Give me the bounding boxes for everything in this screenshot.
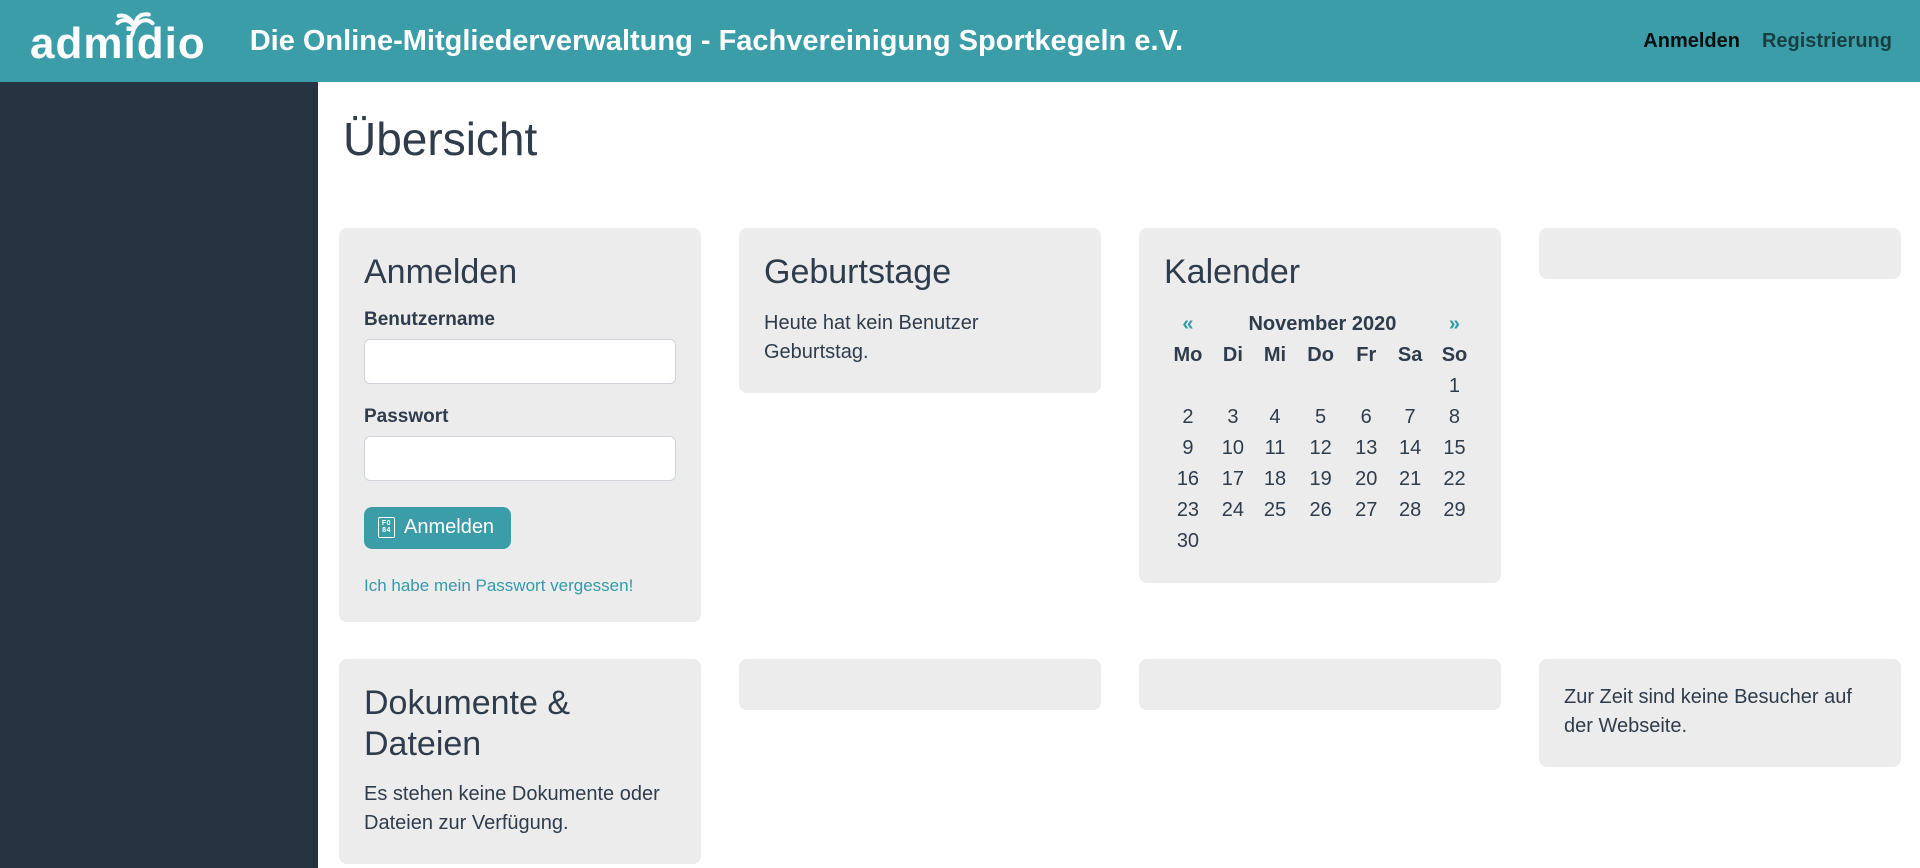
empty-placeholder-card <box>1139 659 1501 710</box>
calendar-empty-cell <box>1433 526 1476 557</box>
calendar-empty-cell <box>1164 371 1212 402</box>
empty-placeholder-card <box>1539 228 1901 279</box>
calendar-table <box>1164 309 1476 557</box>
calendar-empty-cell <box>1254 371 1296 402</box>
palm-tree-icon <box>114 6 156 50</box>
calendar-day: 11 <box>1264 436 1286 459</box>
calendar-weekday: Sa <box>1397 343 1423 366</box>
calendar-day: 3 <box>1227 405 1239 428</box>
calendar-empty-cell <box>1345 526 1387 557</box>
calendar-weekday: Di <box>1222 343 1243 366</box>
forgot-password-link[interactable]: Ich habe mein Passwort vergessen! <box>364 575 634 595</box>
calendar-weekday: Do <box>1307 343 1334 366</box>
visitors-card <box>1539 659 1901 767</box>
missing-glyph-sign-in-icon: F0 84 <box>378 517 395 538</box>
calendar-weekday: Mi <box>1263 343 1287 366</box>
calendar-empty-cell <box>1296 371 1345 402</box>
calendar-day: 7 <box>1404 405 1416 428</box>
calendar-empty-cell <box>1387 526 1433 557</box>
calendar-day: 1 <box>1448 374 1461 397</box>
login-submit-label: Anmelden <box>404 515 495 538</box>
calendar-day: 20 <box>1355 467 1378 490</box>
login-card <box>339 228 701 622</box>
admidio-logo[interactable] <box>30 19 206 68</box>
calendar-day: 2 <box>1182 405 1194 428</box>
page-header-title: Die Online-Mitgliederverwaltung - Fachvereinigung Sportkegeln e.V. <box>249 24 1184 57</box>
calendar-weekday: So <box>1441 343 1468 366</box>
calendar-day: 9 <box>1182 436 1194 459</box>
calendar-day: 22 <box>1443 467 1466 490</box>
calendar-empty-cell <box>1296 526 1345 557</box>
calendar-day: 21 <box>1398 467 1422 490</box>
nav-login-link[interactable]: Anmelden <box>1643 29 1740 52</box>
top-header-bar <box>0 0 1920 82</box>
calendar-prev-month[interactable]: « <box>1182 312 1194 335</box>
calendar-day: 26 <box>1309 498 1332 521</box>
documents-card-title: Dokumente & Dateien <box>364 683 570 763</box>
calendar-day: 28 <box>1398 498 1422 521</box>
calendar-day: 29 <box>1443 498 1466 521</box>
username-input[interactable] <box>364 339 676 384</box>
login-card-title: Anmelden <box>364 253 518 291</box>
calendar-day: 27 <box>1355 498 1378 521</box>
admidio-logo-text: admidio <box>30 19 206 68</box>
password-label: Passwort <box>364 405 449 427</box>
calendar-day: 6 <box>1360 405 1372 428</box>
sidebar <box>0 82 318 868</box>
calendar-day: 16 <box>1176 467 1200 490</box>
password-input[interactable] <box>364 436 676 481</box>
calendar-day: 17 <box>1221 467 1245 490</box>
calendar-card <box>1139 228 1501 583</box>
calendar-empty-cell <box>1387 371 1433 402</box>
calendar-weekday: Mo <box>1173 343 1203 366</box>
calendar-day: 4 <box>1269 405 1281 428</box>
documents-card <box>339 659 701 865</box>
birthdays-card-title: Geburtstage <box>764 253 952 291</box>
birthdays-card <box>739 228 1101 393</box>
calendar-next-month[interactable]: » <box>1448 312 1461 335</box>
calendar-day: 23 <box>1176 498 1200 521</box>
main-content <box>318 82 1920 868</box>
calendar-card-title: Kalender <box>1164 253 1301 291</box>
login-submit-button[interactable] <box>364 507 511 549</box>
page-title: Übersicht <box>343 113 538 165</box>
calendar-empty-cell <box>1345 371 1387 402</box>
calendar-day: 12 <box>1309 436 1332 459</box>
calendar-empty-cell <box>1254 526 1296 557</box>
username-label: Benutzername <box>364 308 495 330</box>
calendar-day: 8 <box>1448 405 1461 428</box>
birthdays-message: Heute hat kein Benutzer Geburtstag. <box>764 311 979 363</box>
calendar-day: 14 <box>1398 436 1422 459</box>
calendar-month-label: November 2020 <box>1248 312 1397 335</box>
documents-message: Es stehen keine Dokumente oder Dateien zur Verfügung. <box>364 783 660 835</box>
nav-register-link[interactable]: Registrierung <box>1761 29 1892 52</box>
calendar-empty-cell <box>1212 371 1254 402</box>
calendar-day: 24 <box>1221 498 1245 521</box>
header-nav <box>1643 30 1892 53</box>
calendar-day: 19 <box>1309 467 1332 490</box>
empty-placeholder-card <box>739 659 1101 710</box>
calendar-empty-cell <box>1212 526 1254 557</box>
calendar-day: 25 <box>1263 498 1287 521</box>
dashboard-grid <box>339 228 1902 864</box>
calendar-day: 5 <box>1315 405 1327 428</box>
calendar-day: 13 <box>1355 436 1378 459</box>
calendar-weekday: Fr <box>1356 343 1377 366</box>
calendar-day: 10 <box>1221 436 1245 459</box>
calendar-day: 15 <box>1443 436 1466 459</box>
calendar-day: 18 <box>1263 467 1287 490</box>
visitors-message: Zur Zeit sind keine Besucher auf der Webseite. <box>1564 685 1852 737</box>
calendar-day: 30 <box>1176 529 1200 552</box>
